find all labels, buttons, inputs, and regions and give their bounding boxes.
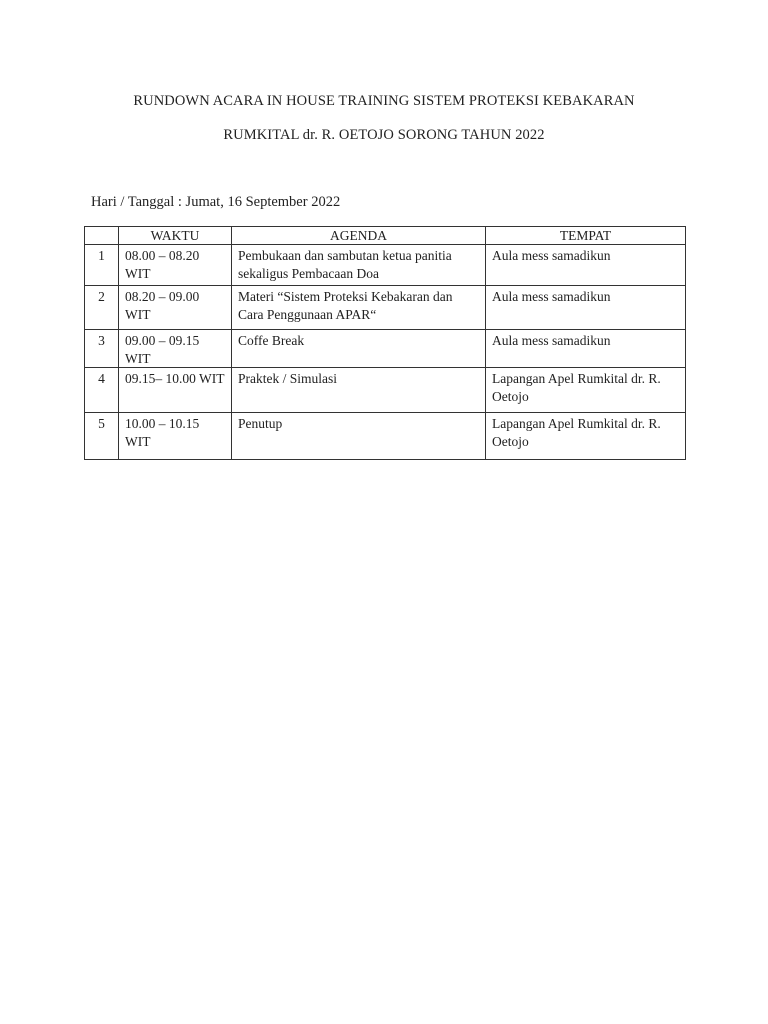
rundown-table	[84, 226, 686, 460]
header-agenda: AGENDA	[232, 227, 486, 245]
header-waktu: WAKTU	[119, 227, 232, 245]
table-row	[85, 330, 686, 368]
row-tempat: Aula mess samadikun	[486, 330, 686, 368]
row-waktu: 09.00 – 09.15 WIT	[119, 330, 232, 368]
row-waktu: 10.00 – 10.15 WIT	[119, 413, 232, 460]
row-no: 2	[85, 286, 119, 330]
row-tempat: Lapangan Apel Rumkital dr. R. Oetojo	[486, 413, 686, 460]
row-waktu: 09.15– 10.00 WIT	[119, 368, 232, 413]
table-row	[85, 368, 686, 413]
row-tempat: Aula mess samadikun	[486, 286, 686, 330]
row-no: 3	[85, 330, 119, 368]
row-no: 4	[85, 368, 119, 413]
table-row	[85, 286, 686, 330]
header-tempat: TEMPAT	[486, 227, 686, 245]
row-tempat: Aula mess samadikun	[486, 245, 686, 286]
row-tempat: Lapangan Apel Rumkital dr. R. Oetojo	[486, 368, 686, 413]
row-no: 1	[85, 245, 119, 286]
row-waktu: 08.00 – 08.20 WIT	[119, 245, 232, 286]
table-header-row	[85, 227, 686, 245]
row-agenda: Materi “Sistem Proteksi Kebakaran dan Cara Penggunaan APAR“	[232, 286, 486, 330]
row-agenda: Coffe Break	[232, 330, 486, 368]
header-no	[85, 227, 119, 245]
table-row	[85, 413, 686, 460]
row-waktu: 08.20 – 09.00 WIT	[119, 286, 232, 330]
row-agenda: Praktek / Simulasi	[232, 368, 486, 413]
document-subtitle: RUMKITAL dr. R. OETOJO SORONG TAHUN 2022	[223, 127, 545, 143]
row-agenda: Penutup	[232, 413, 486, 460]
document-title: RUNDOWN ACARA IN HOUSE TRAINING SISTEM PROTEKSI KEBAKARAN	[133, 93, 635, 109]
event-date: Hari / Tanggal : Jumat, 16 September 2022	[91, 194, 341, 210]
row-agenda: Pembukaan dan sambutan ketua panitia sekaligus Pembacaan Doa	[232, 245, 486, 286]
table-row	[85, 245, 686, 286]
row-no: 5	[85, 413, 119, 460]
